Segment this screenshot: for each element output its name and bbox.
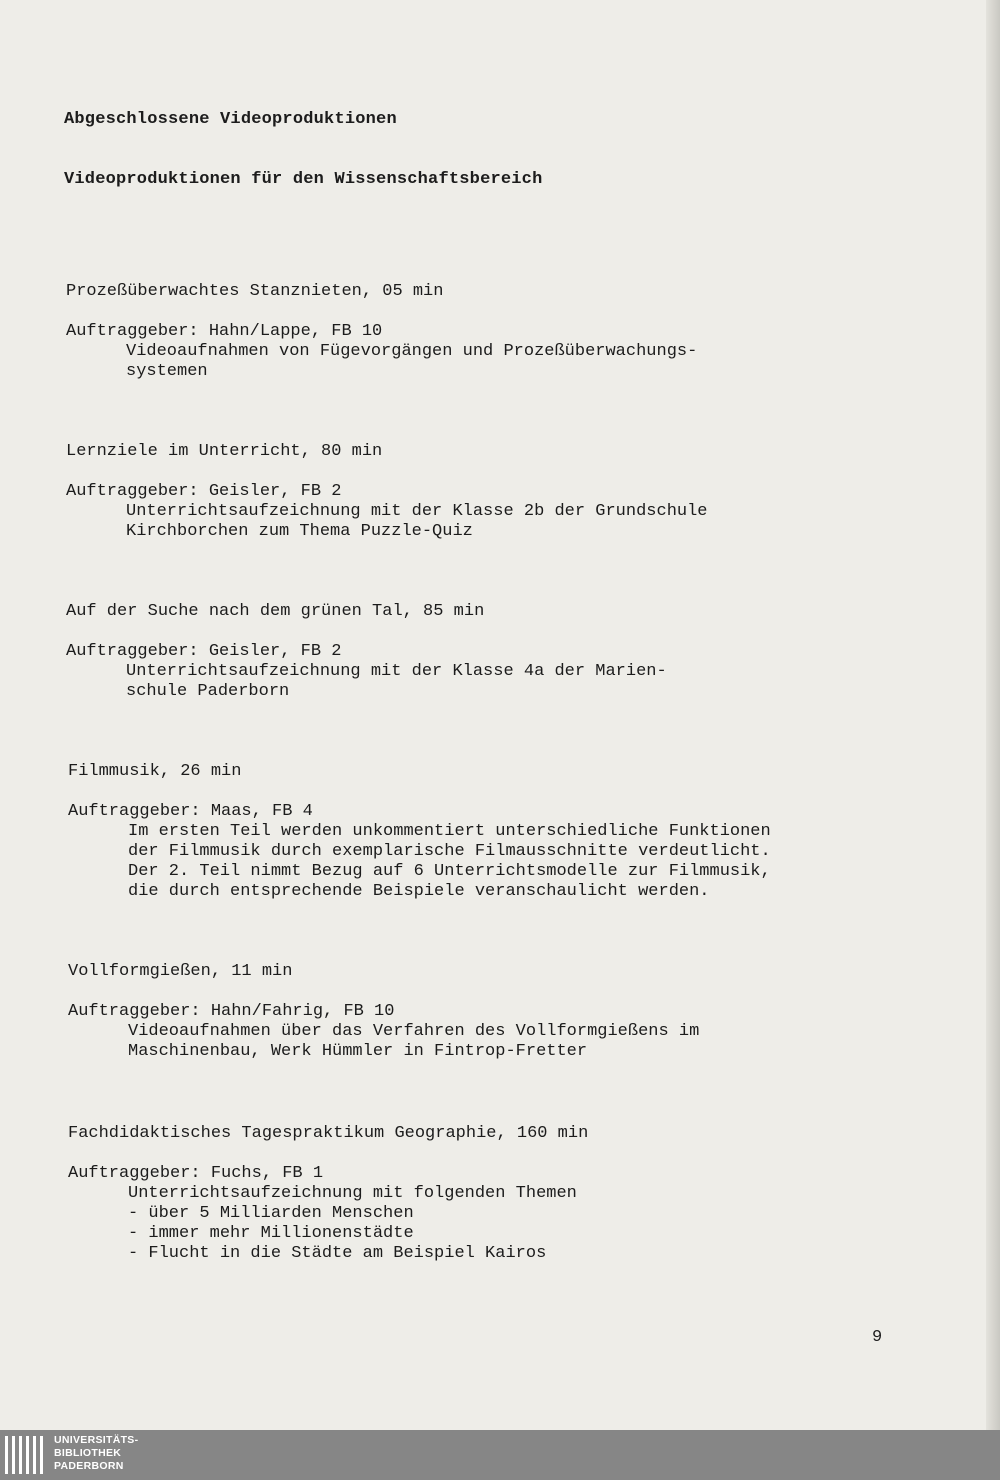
entry-title: Fachdidaktisches Tagespraktikum Geographie, 160 min xyxy=(68,1124,589,1143)
page-spine-shadow xyxy=(986,0,1000,1430)
entry-client: Auftraggeber: Hahn/Fahrig, FB 10 xyxy=(68,1002,395,1021)
logo-line: PADERBORN xyxy=(54,1460,124,1472)
entry-client: Auftraggeber: Hahn/Lappe, FB 10 xyxy=(66,322,383,341)
entry-title: Auf der Suche nach dem grünen Tal, 85 min xyxy=(66,602,485,621)
logo-line: UNIVERSITÄTS- xyxy=(54,1434,139,1446)
library-logo-icon xyxy=(4,1434,44,1476)
library-footer-band xyxy=(0,1430,1000,1480)
entry-description: Im ersten Teil werden unkommentiert unterschiedliche Funktionen der Filmmusik durch exemplarische Filmausschnitte verdeutlicht. Der 2. Teil nimmt Bezug auf 6 Unterrichtsmodelle zur Filmmusik, die durch entsprechende Beispiele veranschaulicht werden. xyxy=(128,822,771,901)
sub-heading: Videoproduktionen für den Wissenschaftsbereich xyxy=(64,170,543,189)
entry-title: Vollformgießen, 11 min xyxy=(68,962,293,981)
entry-client: Auftraggeber: Maas, FB 4 xyxy=(68,802,313,821)
entry-title: Filmmusik, 26 min xyxy=(68,762,242,781)
entry-description: Unterrichtsaufzeichnung mit der Klasse 4a der Marien- schule Paderborn xyxy=(126,662,667,701)
logo-line: BIBLIOTHEK xyxy=(54,1447,122,1459)
entry-description: Unterrichtsaufzeichnung mit der Klasse 2b der Grundschule Kirchborchen zum Thema Puzzle-Quiz xyxy=(126,502,708,541)
main-heading: Abgeschlossene Videoproduktionen xyxy=(64,110,397,129)
entry-description: Videoaufnahmen von Fügevorgängen und Prozeßüberwachungs- systemen xyxy=(126,342,698,381)
entry-client: Auftraggeber: Fuchs, FB 1 xyxy=(68,1164,324,1183)
library-logo-text xyxy=(54,1434,138,1473)
entry-client: Auftraggeber: Geisler, FB 2 xyxy=(66,642,342,661)
entry-title: Prozeßüberwachtes Stanznieten, 05 min xyxy=(66,282,444,301)
entry-title: Lernziele im Unterricht, 80 min xyxy=(66,442,383,461)
page-number: 9 xyxy=(872,1328,883,1347)
entry-description: Unterrichtsaufzeichnung mit folgenden Themen - über 5 Milliarden Menschen - immer mehr Millionenstädte - Flucht in die Städte am Beispiel Kairos xyxy=(128,1184,577,1263)
entry-description: Videoaufnahmen über das Verfahren des Vollformgießens im Maschinenbau, Werk Hümmler in Fintrop-Fretter xyxy=(128,1022,700,1061)
entry-client: Auftraggeber: Geisler, FB 2 xyxy=(66,482,342,501)
